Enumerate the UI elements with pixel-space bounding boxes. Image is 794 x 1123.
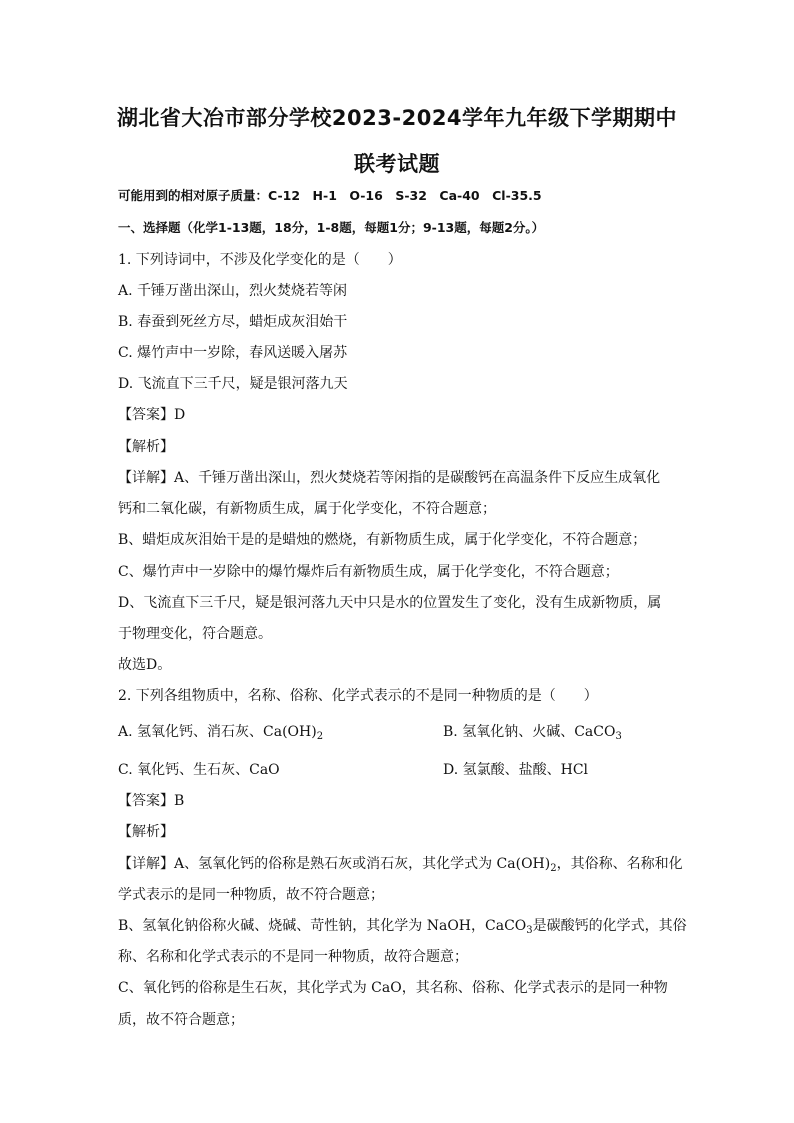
question-1-option-a: A. 千锤万凿出深山，烈火焚烧若等闲 <box>118 283 348 299</box>
question-1-detail-line: 钙和二氧化碳，有新物质生成，属于化学变化，不符合题意； <box>118 501 496 517</box>
question-2-option-a: A. 氢氧化钙、消石灰、$Ca(OH)_2$ <box>118 724 324 742</box>
question-2-stem: 2. 下列各组物质中，名称、俗称、化学式表示的不是同一种物质的是（ ） <box>118 688 598 704</box>
question-2-detail-c-line1: C、氧化钙的俗称是生石灰，其化学式为 CaO，其名称、俗称、化学式表示的是同一种物 <box>118 980 668 996</box>
question-2-detail-b-line2: 称、名称和化学式表示的不是同一种物质，故符合题意； <box>118 949 468 965</box>
question-1-option-d: D. 飞流直下三千尺，疑是银河落九天 <box>118 376 348 392</box>
question-2-option-d: D. 氢氯酸、盐酸、HCl <box>443 762 589 778</box>
question-2-detail-b-line1: B、氢氧化钠俗称火碱、烧碱、苛性钠，其化学为 NaOH，CaCO$_3$是碳酸钙的化学式，其俗 <box>118 918 687 936</box>
document-title-line1: 湖北省大冶市部分学校2023-2024学年九年级下学期期中 <box>116 106 678 130</box>
question-1-option-c: C. 爆竹声中一岁除，春风送暖入屠苏 <box>118 345 348 361</box>
question-1-detail-line: D、飞流直下三千尺，疑是银河落九天中只是水的位置发生了变化，没有生成新物质，属 <box>118 595 662 611</box>
section-heading: 一、选择题（化学1-13题，18分，1-8题，每题1分；9-13题，每题2分。） <box>118 220 545 235</box>
question-1-detail-line: 【详解】A、千锤万凿出深山，烈火焚烧若等闲指的是碳酸钙在高温条件下反应生成氧化 <box>118 470 661 486</box>
question-2-detail-a-line2: 学式表示的是同一种物质，故不符合题意； <box>118 887 384 903</box>
question-1-detail-line: 于物理变化，符合题意。 <box>118 626 272 642</box>
question-1-answer: 【答案】D <box>118 407 186 423</box>
question-1-option-b: B. 春蚕到死丝方尽，蜡炬成灰泪始干 <box>118 314 348 330</box>
question-2-option-b: B. 氢氧化钠、火碱、CaCO$_3$ <box>443 724 622 742</box>
question-1-detail-line: C、爆竹声中一岁除中的爆竹爆炸后有新物质生成，属于化学变化，不符合题意； <box>118 564 619 580</box>
question-2-analysis-label: 【解析】 <box>118 824 174 840</box>
question-2-detail-a-line1: 【详解】A、氢氧化钙的俗称是熟石灰或消石灰，其化学式为 $Ca(OH)_2$，其俗称、名称和化 <box>118 856 683 874</box>
question-1-detail-line: B、蜡炬成灰泪始干是的是蜡烛的燃烧，有新物质生成，属于化学变化，不符合题意； <box>118 532 647 548</box>
question-2-detail-c-line2: 质，故不符合题意； <box>118 1012 244 1028</box>
question-1-analysis-label: 【解析】 <box>118 439 174 455</box>
question-2-answer: 【答案】B <box>118 793 185 809</box>
document-title-line2: 联考试题 <box>354 152 440 176</box>
question-1-stem: 1. 下列诗词中，不涉及化学变化的是（ ） <box>118 252 402 268</box>
question-1-conclusion: 故选D。 <box>118 657 172 673</box>
atomic-masses-note: 可能用到的相对原子质量：C-12 H-1 O-16 S-32 Ca-40 Cl-35.5 <box>118 188 542 203</box>
question-2-option-c: C. 氧化钙、生石灰、CaO <box>118 762 280 778</box>
